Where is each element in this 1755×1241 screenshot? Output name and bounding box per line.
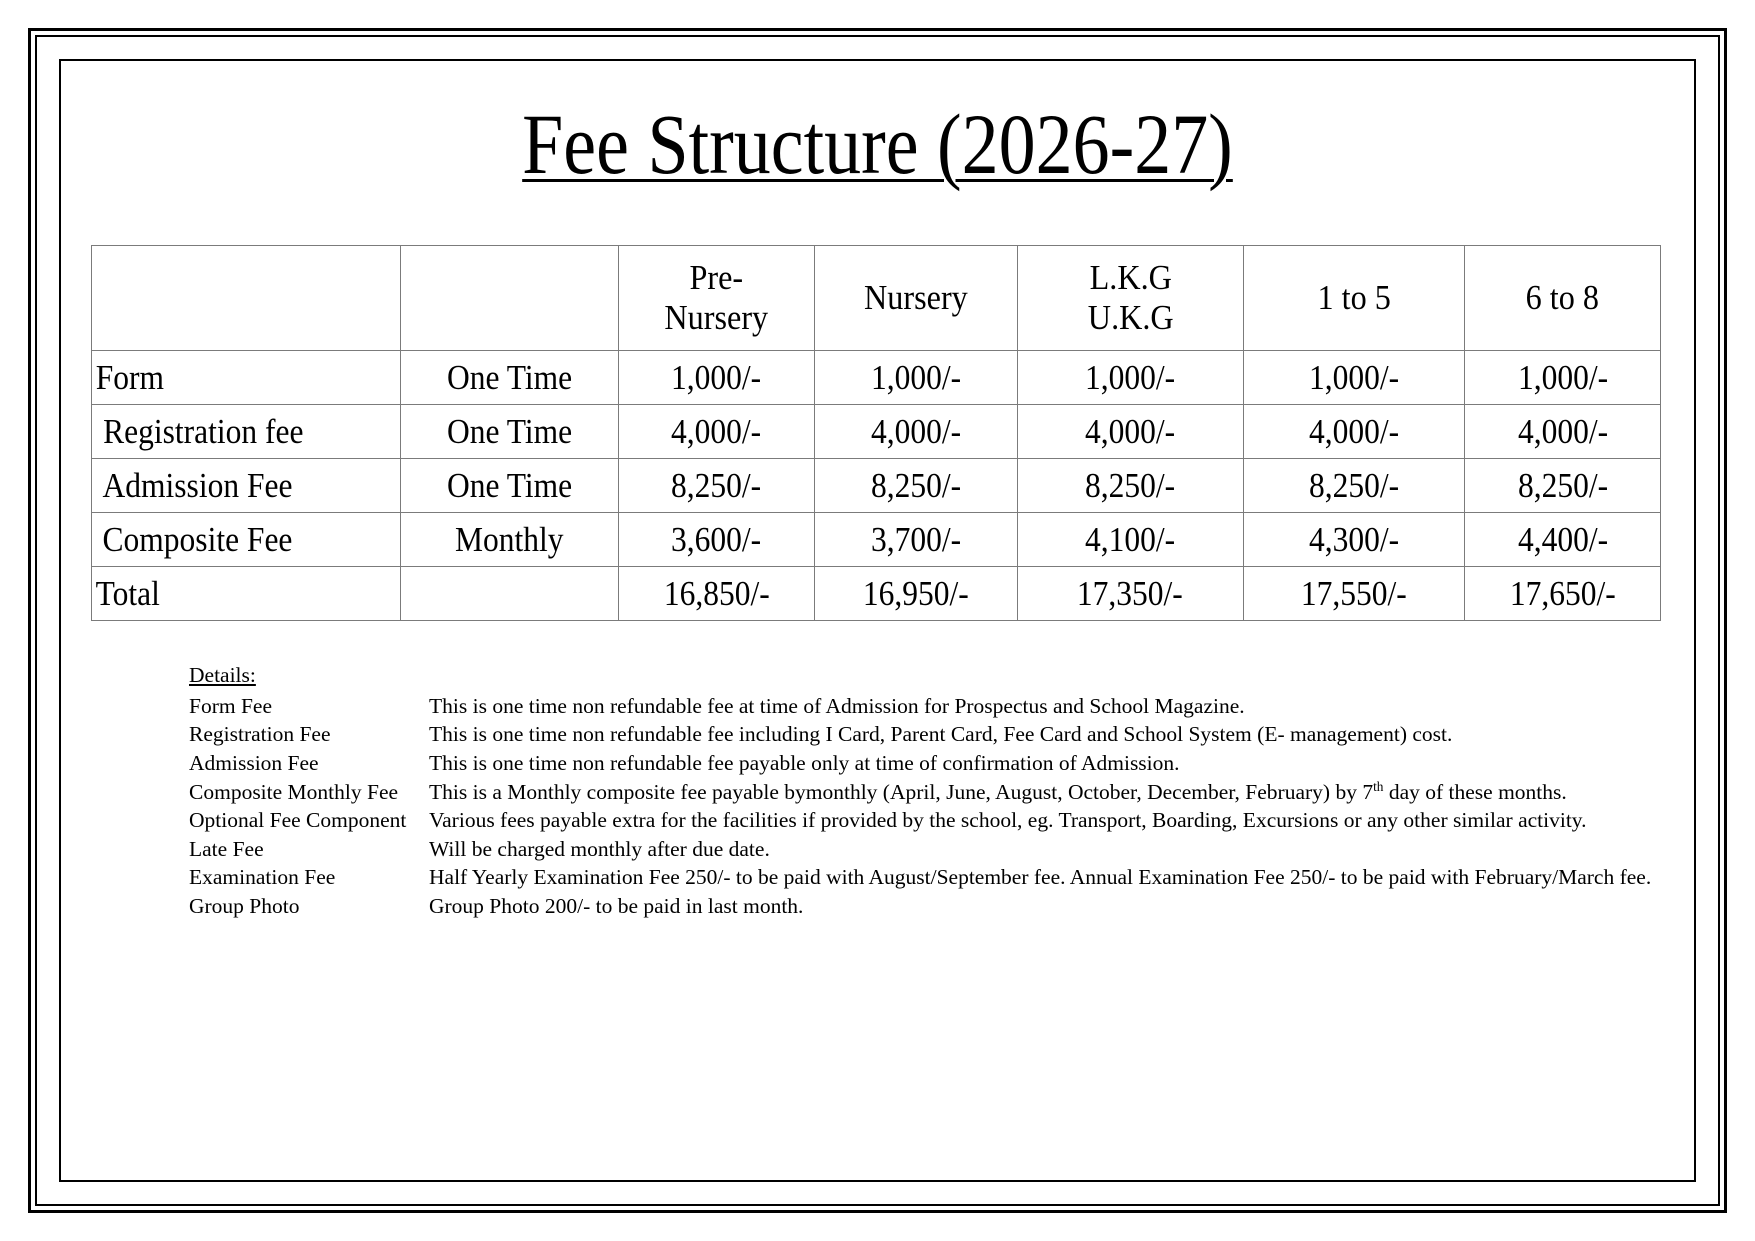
- page-title-text: Fee Structure (2026-27): [522, 96, 1233, 192]
- header-6to8-label: 6 to 8: [1525, 278, 1600, 318]
- cell-lkg-ukg: 17,350/-: [1017, 567, 1243, 621]
- cell-nursery: 16,950/-: [814, 567, 1017, 621]
- details-heading-wrap: [189, 663, 1696, 694]
- detail-item-late-fee: [189, 837, 1696, 863]
- cell-nursery: 3,700/-: [814, 513, 1017, 567]
- header-pre-nursery-line2: Nursery: [664, 298, 769, 338]
- details-heading: Details:: [189, 663, 256, 688]
- cell-6to8: 8,250/-: [1465, 459, 1661, 513]
- page-content: [59, 59, 1696, 1182]
- detail-term: Group Photo: [189, 893, 300, 918]
- detail-item-optional-fee-component: [189, 808, 1696, 834]
- detail-description: Various fees payable extra for the facilities if provided by the school, eg. Transport, Boarding, Excursions or any other similar activity.: [429, 808, 1587, 833]
- fee-table-container: [91, 245, 1666, 621]
- cell-pre-nursery: 4,000/-: [619, 405, 815, 459]
- cell-1to5: 17,550/-: [1244, 567, 1465, 621]
- cell-lkg-ukg: 4,000/-: [1017, 405, 1243, 459]
- cell-1to5: 8,250/-: [1244, 459, 1465, 513]
- header-class-6-to-8: [1465, 246, 1661, 351]
- table-row: [92, 513, 1661, 567]
- row-label: Admission Fee: [92, 459, 401, 513]
- header-pre-nursery-line1: Pre-: [689, 258, 744, 298]
- fee-structure-table: [91, 245, 1661, 621]
- row-frequency: One Time: [400, 351, 618, 405]
- header-blank-frequency: [400, 246, 618, 351]
- row-label: Form: [92, 351, 401, 405]
- cell-lkg-ukg: 8,250/-: [1017, 459, 1243, 513]
- detail-term: Composite Monthly Fee: [189, 779, 399, 804]
- row-frequency: One Time: [400, 405, 618, 459]
- cell-nursery: 1,000/-: [814, 351, 1017, 405]
- page-title: [174, 96, 1582, 192]
- header-lkg-ukg: [1017, 246, 1243, 351]
- row-label: Composite Fee: [92, 513, 401, 567]
- detail-description: This is one time non refundable fee payable only at time of confirmation of Admission.: [429, 751, 1180, 776]
- detail-term: Late Fee: [189, 836, 264, 861]
- detail-item-form-fee: [189, 694, 1696, 720]
- detail-desc-part1: This is a Monthly composite fee payable bymonthly (April, June, August, October, December, February) by 7: [429, 779, 1374, 804]
- detail-item-admission-fee: [189, 751, 1696, 777]
- detail-desc-part2: day of these months.: [1383, 779, 1567, 804]
- detail-term: Admission Fee: [189, 751, 319, 776]
- row-label: Registration fee: [92, 405, 401, 459]
- detail-item-examination-fee: [189, 865, 1696, 891]
- table-row: [92, 351, 1661, 405]
- cell-lkg-ukg: 4,100/-: [1017, 513, 1243, 567]
- cell-pre-nursery: 8,250/-: [619, 459, 815, 513]
- cell-1to5: 4,000/-: [1244, 405, 1465, 459]
- header-pre-nursery: [619, 246, 815, 351]
- row-frequency: [400, 567, 618, 621]
- cell-pre-nursery: 1,000/-: [619, 351, 815, 405]
- detail-desc-superscript: th: [1373, 778, 1384, 794]
- cell-pre-nursery: 16,850/-: [619, 567, 815, 621]
- detail-item-composite-monthly-fee: [189, 780, 1696, 806]
- detail-term: Optional Fee Component: [189, 808, 407, 833]
- detail-description: This is one time non refundable fee at time of Admission for Prospectus and School Magazine.: [429, 693, 1245, 718]
- header-lkg-line2: U.K.G: [1087, 298, 1174, 338]
- detail-description: This is one time non refundable fee including I Card, Parent Card, Fee Card and School System (E- management) cost.: [429, 722, 1453, 747]
- cell-6to8: 4,000/-: [1465, 405, 1661, 459]
- cell-1to5: 4,300/-: [1244, 513, 1465, 567]
- table-row: [92, 405, 1661, 459]
- detail-term: Form Fee: [189, 693, 273, 718]
- cell-nursery: 8,250/-: [814, 459, 1017, 513]
- row-label: Total: [92, 567, 401, 621]
- header-lkg-line1: L.K.G: [1089, 258, 1172, 298]
- cell-6to8: 17,650/-: [1465, 567, 1661, 621]
- header-nursery: [814, 246, 1017, 351]
- cell-6to8: 1,000/-: [1465, 351, 1661, 405]
- details-section: [189, 663, 1696, 919]
- detail-description: Half Yearly Examination Fee 250/- to be paid with August/September fee. Annual Examination Fee 250/- to be paid with February/March fee.: [429, 865, 1652, 890]
- cell-nursery: 4,000/-: [814, 405, 1017, 459]
- row-frequency: One Time: [400, 459, 618, 513]
- table-row-total: [92, 567, 1661, 621]
- row-frequency: Monthly: [400, 513, 618, 567]
- detail-description: [429, 780, 1696, 806]
- header-blank-category: [92, 246, 401, 351]
- detail-item-group-photo: [189, 894, 1696, 920]
- table-header-row: [92, 246, 1661, 351]
- cell-1to5: 1,000/-: [1244, 351, 1465, 405]
- header-class-1-to-5: [1244, 246, 1465, 351]
- cell-6to8: 4,400/-: [1465, 513, 1661, 567]
- detail-description: Will be charged monthly after due date.: [429, 836, 770, 861]
- detail-term: Registration Fee: [189, 722, 331, 747]
- detail-item-registration-fee: [189, 722, 1696, 748]
- detail-term: Examination Fee: [189, 865, 336, 890]
- header-1to5-label: 1 to 5: [1317, 278, 1391, 318]
- cell-lkg-ukg: 1,000/-: [1017, 351, 1243, 405]
- header-nursery-label: Nursery: [863, 278, 968, 318]
- detail-description: Group Photo 200/- to be paid in last month.: [429, 893, 804, 918]
- cell-pre-nursery: 3,600/-: [619, 513, 815, 567]
- table-row: [92, 459, 1661, 513]
